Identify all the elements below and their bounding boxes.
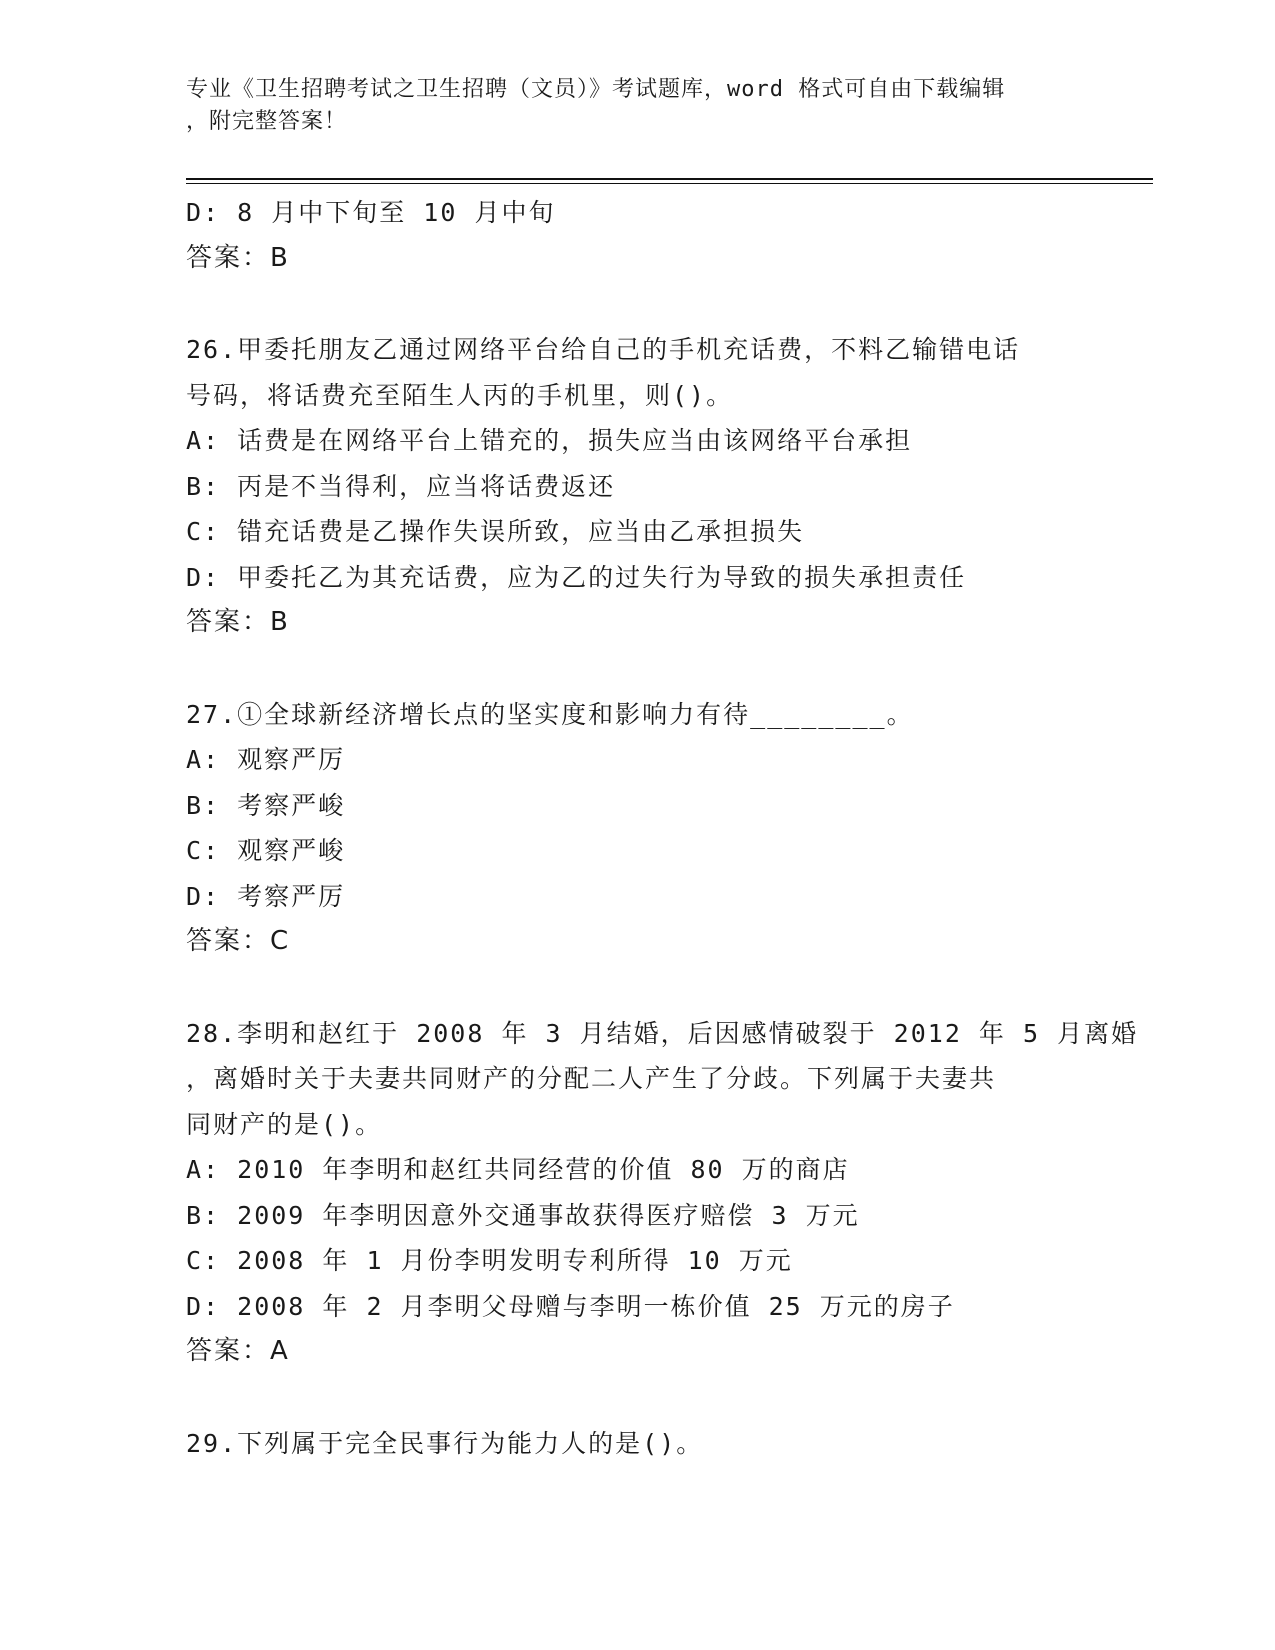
- question-27: [186, 692, 1126, 965]
- question-stem-line: 26.甲委托朋友乙通过网络平台给自己的手机充话费，不料乙输错电话: [186, 335, 1021, 364]
- option-b: B: 丙是不当得利，应当将话费返还: [186, 471, 616, 501]
- option-d: D: 2008 年 2 月李明父母赠与李明一栋价值 25 万元的房子: [186, 1291, 955, 1321]
- option-c: C: 错充话费是乙操作失误所致，应当由乙承担损失: [186, 517, 805, 546]
- spacer: [186, 1375, 1126, 1421]
- question-stem-line: 29.下列属于完全民事行为能力人的是()。: [186, 1428, 704, 1458]
- prev-answer: 答案：B: [186, 242, 290, 273]
- option-a: A: 话费是在网络平台上错充的，损失应当由该网络平台承担: [186, 426, 913, 455]
- document-header: [186, 74, 1086, 138]
- prev-option-d: D: 8 月中下旬至 10 月中旬: [186, 198, 556, 227]
- header-divider-thick: [186, 178, 1153, 180]
- header-line-1: 专业《卫生招聘考试之卫生招聘（文员）》考试题库，word 格式可自由下载编辑: [186, 77, 1006, 102]
- question-stem-line: 28.李明和赵红于 2008 年 3 月结婚，后因感情破裂于 2012 年 5 月离婚: [186, 1018, 1139, 1048]
- option-a: A: 2010 年李明和赵红共同经营的价值 80 万的商店: [186, 1155, 850, 1184]
- spacer: [186, 281, 1126, 327]
- option-d: D: 甲委托乙为其充话费，应为乙的过失行为导致的损失承担责任: [186, 562, 967, 592]
- answer: 答案：B: [186, 607, 290, 637]
- header-divider-thin: [186, 183, 1153, 184]
- option-a: A: 观察严厉: [186, 745, 346, 774]
- question-29: [186, 1421, 1126, 1467]
- option-c: C: 观察严峻: [186, 836, 346, 865]
- header-line-2: ，附完整答案！: [186, 109, 348, 134]
- question-stem-line: ，离婚时关于夫妻共同财产的分配二人产生了分歧。下列属于夫妻共: [186, 1064, 997, 1093]
- question-stem-line: 同财产的是()。: [186, 1109, 383, 1139]
- option-d: D: 考察严厉: [186, 881, 346, 911]
- option-b: B: 2009 年李明因意外交通事故获得医疗赔偿 3 万元: [186, 1200, 860, 1230]
- question-26: [186, 327, 1126, 646]
- question-28: [186, 1011, 1139, 1375]
- answer: 答案：A: [186, 1336, 290, 1366]
- spacer: [186, 646, 1126, 692]
- option-c: C: 2008 年 1 月份李明发明专利所得 10 万元: [186, 1246, 793, 1275]
- question-stem-line: 27.①全球新经济增长点的坚实度和影响力有待________。: [186, 699, 914, 729]
- answer: 答案：C: [186, 926, 291, 956]
- option-b: B: 考察严峻: [186, 790, 346, 820]
- spacer: [186, 965, 1126, 1011]
- question-stem-line: 号码，将话费充至陌生人丙的手机里，则()。: [186, 380, 734, 410]
- question-list: [186, 190, 1139, 1466]
